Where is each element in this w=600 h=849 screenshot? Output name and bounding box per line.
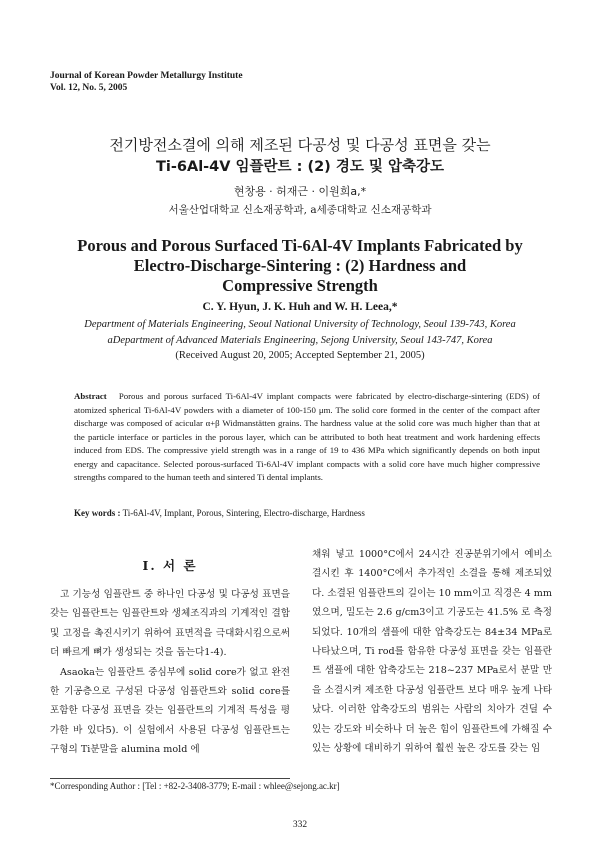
korean-authors: 현창용 · 허재근 · 이원희a,* <box>233 185 367 198</box>
abstract <box>74 390 540 485</box>
english-affiliation-1: Department of Materials Engineering, Seoul National University of Technology, Seoul 139-743, Korea <box>84 319 516 330</box>
page-number: 332 <box>292 820 308 830</box>
english-affiliation-2: aDepartment of Advanced Materials Engineering, Sejong University, Seoul 143-747, Korea <box>107 335 493 346</box>
english-title-line2: Electro-Discharge-Sintering : (2) Hardness and <box>133 256 467 275</box>
keywords <box>74 508 365 518</box>
journal-volume: Vol. 12, No. 5, 2005 <box>50 83 128 93</box>
right-paragraph-1: 채워 넣고 1000°C에서 24시간 진공분위기에서 예비소결시킨 후 1400°C에서 추가적인 소결을 통해 제조되었다. 소결된 임플란트의 길이는 10 mm이고 직경은 4 mm였으며, 밀도는 2.6 g/cm3이고 기공도는 41.5% 로 측정되었다. 10개의 샘플에 대한 압축강도는 84±34 MPa로 나타났으며, Ti rod를 함유한 다공성 표면을 갖는 임플란트 샘플에 대한 압축강도는 218~237 MPa로서 분말 만을 소결시켜 제조한 다공성 임플란트 보다 매우 높게 나타났다. 이러한 압축강도의 범위는 사람의 치아가 견딜 수 있는 강도와 비슷하나 더 높은 힘이 임플란트에 가해질 수 있는 상황에 대비하기 위하여 훨씬 높은 강도를 갖는 임 <box>312 549 552 755</box>
footnote: *Corresponding Author : [Tel : +82-2-3408-3779; E-mail : whlee@sejong.ac.kr] <box>50 781 340 791</box>
korean-title-line2: Ti-6Al-4V 임플란트 : (2) 경도 및 압축강도 <box>156 159 444 175</box>
left-column <box>50 585 290 760</box>
footnote-divider <box>50 778 290 779</box>
abstract-text: Porous and porous surfaced Ti-6Al-4V implant compacts were fabricated by electro-discharge-sintering (EDS) of atomized spherical Ti-6Al-4V powders with a diameter of 100-150 μm. The solid core formed in the center of the compact after discharge was composed of acicular α+β Widmanstätten grains. The hardness value at the solid core was much higher than that at the particle interface or particles in the porous layer, which can be attributed to both heat treatment and work hardening effects induced from EDS. The compressive yield strength was in a range of 19 to 436 MPa which significantly depends on both input energy and capacitance. Selected porous-surfaced Ti-6Al-4V implant compacts with a solid core have much higher compressive strengths compared to the human teeth and sintered Ti dental implants. <box>74 391 540 482</box>
journal-header <box>50 70 243 94</box>
english-title-line3: Compressive Strength <box>222 276 378 295</box>
received-dates: (Received August 20, 2005; Accepted September 21, 2005) <box>175 350 425 361</box>
section-heading: I. 서 론 <box>142 558 198 573</box>
left-paragraph-2: Asaoka는 임플란트 중심부에 solid core가 없고 완전한 기공층으로 구성된 다공성 임플란트와 solid core를 포함한 다공성 표면을 갖는 임플란트의 기계적 특성을 평가한 바 있다5). 이 실험에서 사용된 다공성 임플란트는 구형의 Ti분말을 alumina mold 에 <box>50 666 290 756</box>
keywords-label: Key words : <box>74 508 121 518</box>
keywords-text: Ti-6Al-4V, Implant, Porous, Sintering, Electro-discharge, Hardness <box>122 508 365 518</box>
english-authors: C. Y. Hyun, J. K. Huh and W. H. Leea,* <box>202 301 398 313</box>
right-column <box>312 545 552 758</box>
left-paragraph-1: 고 기능성 임플란트 중 하나인 다공성 및 다공성 표면을 갖는 임플란트는 임플란트와 생체조직과의 기계적인 결합 및 고정을 촉진시키기 위하여 표면적을 극대화시킴으로써 더 빠르게 뼈가 생성되는 것을 돕는다1-4). <box>50 589 290 659</box>
english-title-line1: Porous and Porous Surfaced Ti-6Al-4V Implants Fabricated by <box>77 236 523 255</box>
journal-name: Journal of Korean Powder Metallurgy Institute <box>50 71 243 81</box>
korean-title-line1: 전기방전소결에 의해 제조된 다공성 및 다공성 표면을 갖는 <box>109 136 491 154</box>
abstract-label: Abstract <box>74 391 107 401</box>
korean-affiliation: 서울산업대학교 신소재공학과, a세종대학교 신소재공학과 <box>168 204 432 216</box>
